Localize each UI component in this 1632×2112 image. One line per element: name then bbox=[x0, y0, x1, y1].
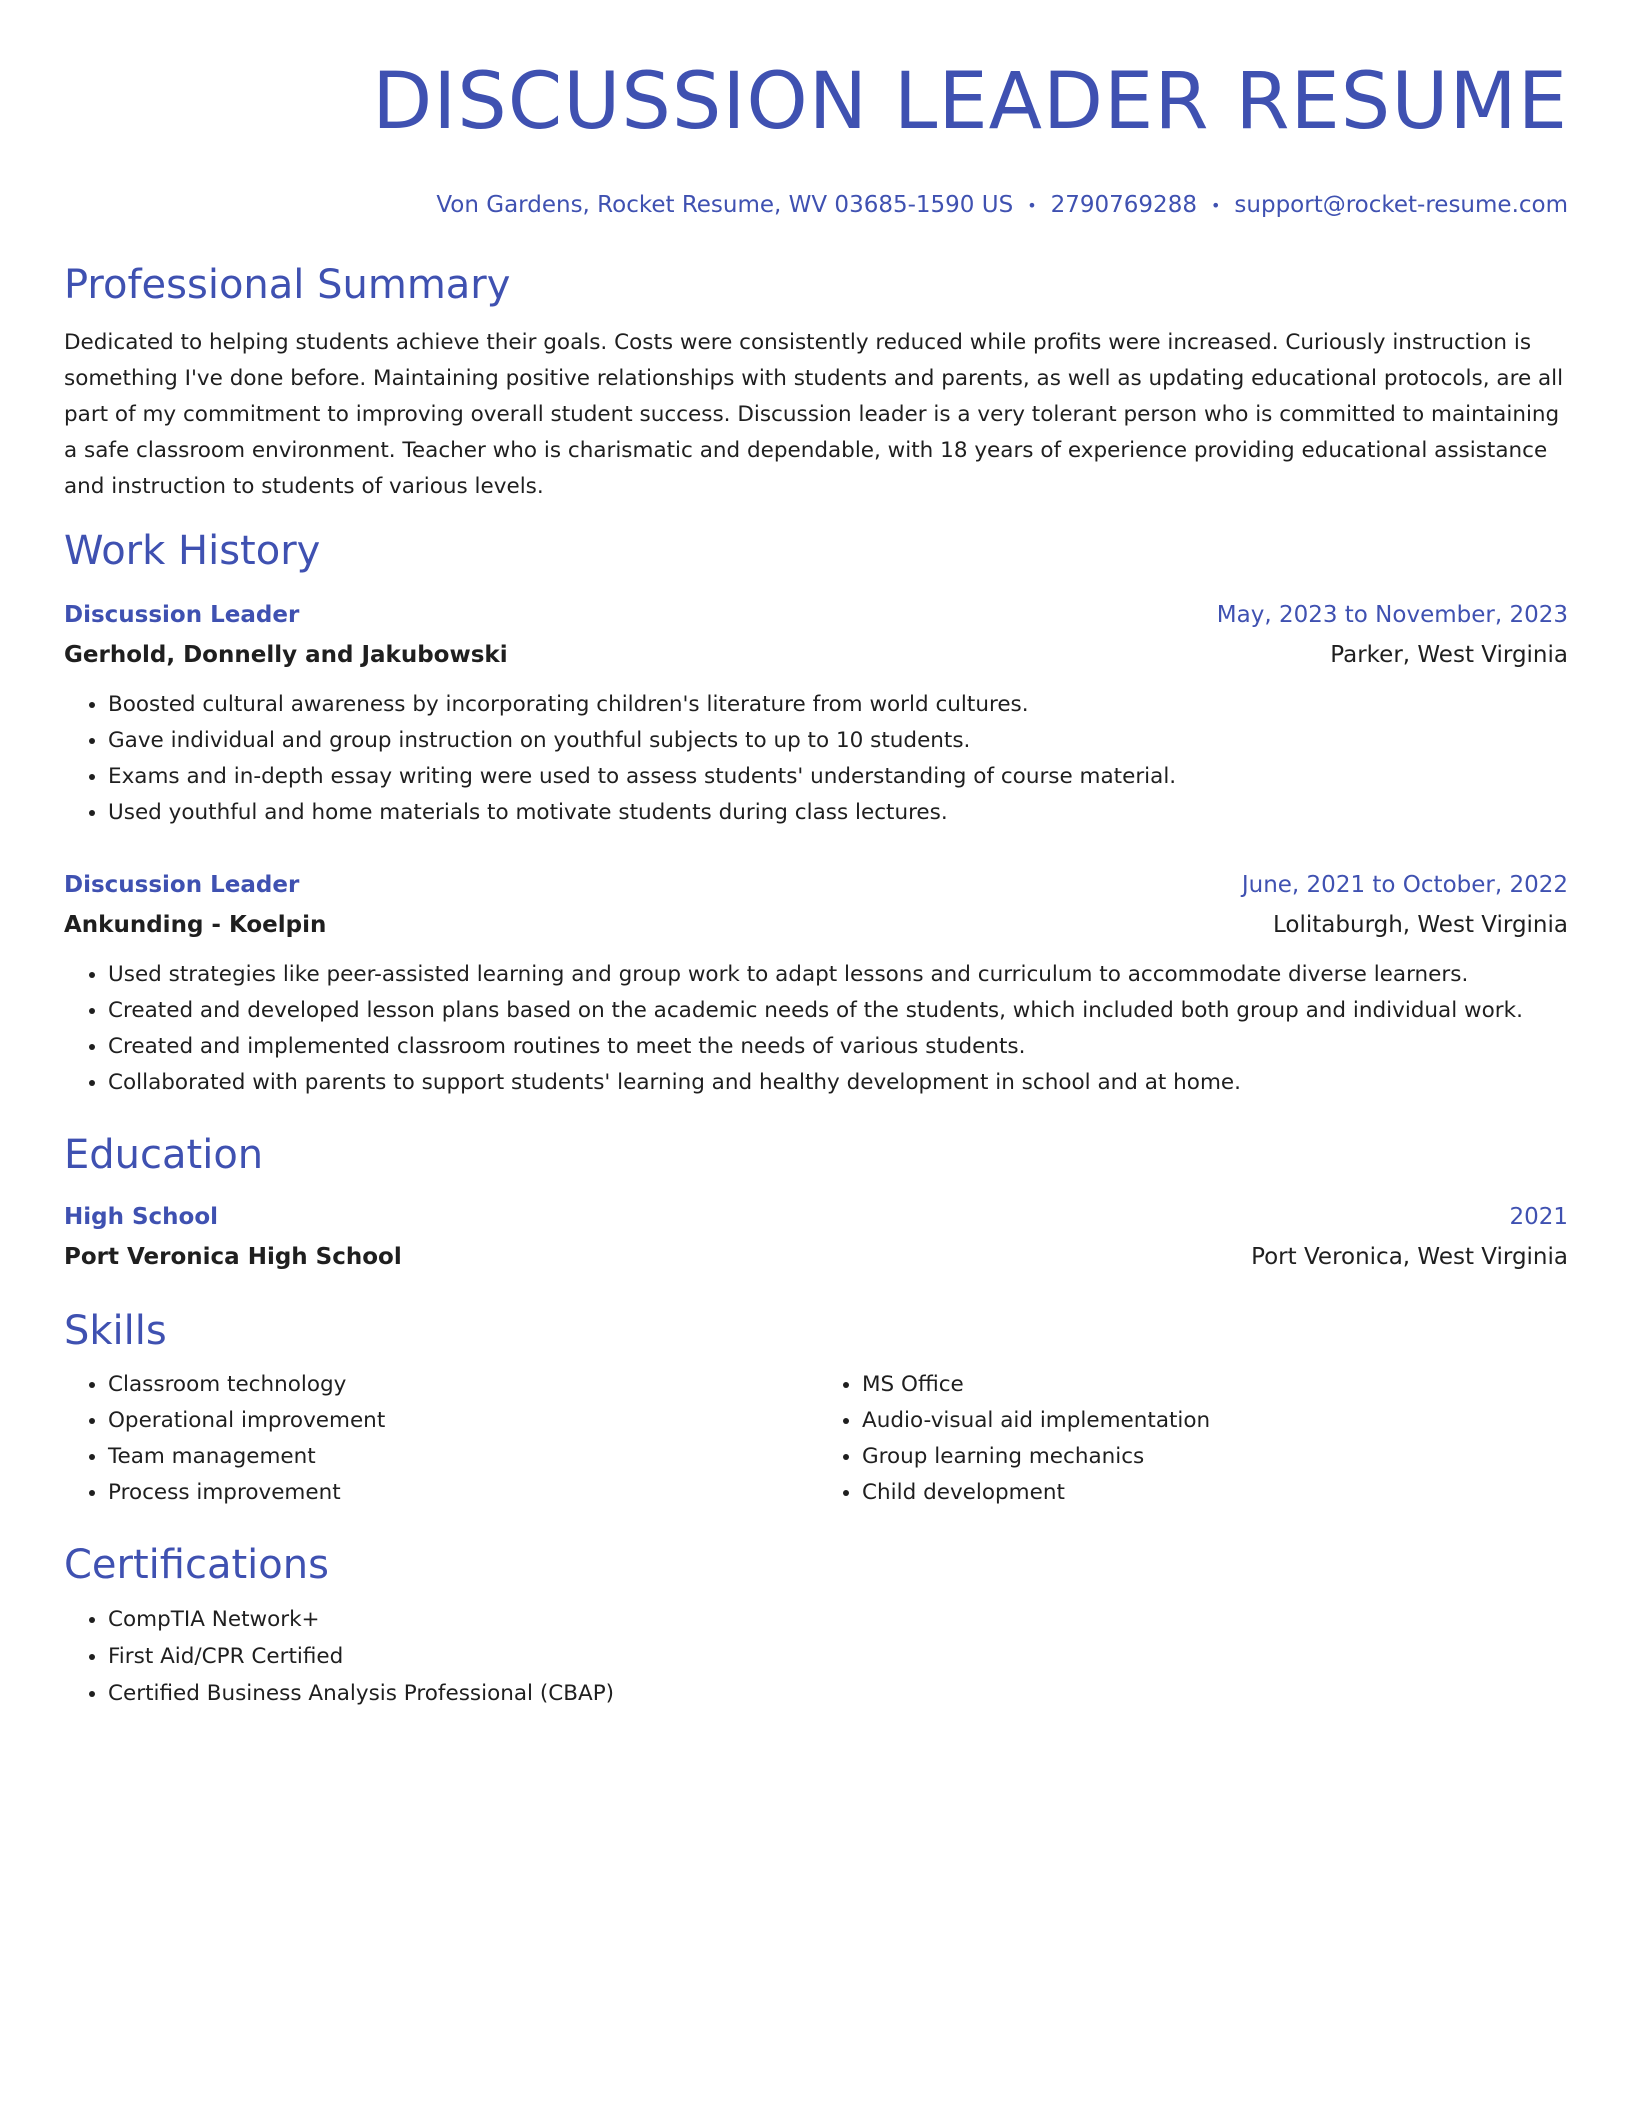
education-entry bbox=[64, 1197, 1568, 1277]
resume-title: DISCUSSION LEADER RESUME bbox=[372, 57, 1568, 147]
skill-item: • Group learning mechanics bbox=[862, 1439, 1568, 1475]
job-entry bbox=[64, 595, 1568, 831]
job-company: Ankunding - Koelpin bbox=[64, 911, 327, 938]
job-company: Gerhold, Donnelly and Jakubowski bbox=[64, 641, 508, 668]
work-history-heading: Work History bbox=[64, 527, 321, 574]
certifications-heading: Certifications bbox=[64, 1541, 329, 1588]
skills-columns bbox=[64, 1367, 1568, 1511]
contact-line bbox=[64, 190, 1568, 221]
skills-list-right bbox=[816, 1367, 1568, 1511]
job-dates: May, 2023 to November, 2023 bbox=[1216, 601, 1568, 628]
job-company-row bbox=[64, 905, 1568, 945]
job-bullet: • Exams and in-depth essay writing were used to assess students' understanding of course material. bbox=[108, 759, 1568, 795]
certification-item: • First Aid/CPR Certified bbox=[108, 1638, 1568, 1675]
contact-separator: • bbox=[1210, 195, 1221, 215]
skill-item: • Child development bbox=[862, 1475, 1568, 1511]
job-dates: June, 2021 to October, 2022 bbox=[1241, 871, 1568, 898]
summary-heading: Professional Summary bbox=[64, 261, 511, 308]
resume-header bbox=[64, 0, 1568, 221]
job-role: Discussion Leader bbox=[64, 871, 300, 898]
job-header-row bbox=[64, 865, 1568, 905]
skill-item: • Team management bbox=[108, 1439, 816, 1475]
skill-item: • MS Office bbox=[862, 1367, 1568, 1403]
education-degree: High School bbox=[64, 1203, 219, 1230]
skill-item: • Process improvement bbox=[108, 1475, 816, 1511]
education-location: Port Veronica, West Virginia bbox=[1251, 1243, 1568, 1270]
certification-item: • Certified Business Analysis Professional (CBAP) bbox=[108, 1675, 1568, 1712]
skill-item: • Classroom technology bbox=[108, 1367, 816, 1403]
job-location: Lolitaburgh, West Virginia bbox=[1273, 911, 1568, 938]
contact-separator: • bbox=[1027, 195, 1037, 215]
education-year: 2021 bbox=[1509, 1203, 1568, 1230]
contact-phone: 2790769288 bbox=[1050, 192, 1197, 218]
skills-heading: Skills bbox=[64, 1307, 167, 1354]
job-bullets bbox=[64, 687, 1568, 831]
job-bullet: • Created and developed lesson plans based on the academic needs of the students, which included both group and individual work. bbox=[108, 993, 1568, 1029]
education-school: Port Veronica High School bbox=[64, 1243, 402, 1270]
job-bullet: • Used youthful and home materials to motivate students during class lectures. bbox=[108, 795, 1568, 831]
job-location: Parker, West Virginia bbox=[1330, 641, 1568, 668]
education-heading: Education bbox=[64, 1131, 264, 1178]
certifications-list bbox=[64, 1601, 1568, 1712]
skills-list-left bbox=[64, 1367, 816, 1511]
summary-text: Dedicated to helping students achieve their goals. Costs were consistently reduced while profits were increased. Curiously instruction is something I've done before. Maintaining positive relationships with students and parents, as well as updating educational protocols, are all part of my commitment to improving overall student success. Discussion leader is a very tolerant person who is committed to maintaining a safe classroom environment. Teacher who is charismatic and dependable, with 18 years of experience providing educational assistance and instruction to students of various levels. bbox=[64, 329, 1564, 499]
job-bullet: • Created and implemented classroom routines to meet the needs of various students. bbox=[108, 1029, 1568, 1065]
job-bullets bbox=[64, 957, 1568, 1101]
job-company-row bbox=[64, 635, 1568, 675]
job-bullet: • Gave individual and group instruction on youthful subjects to up to 10 students. bbox=[108, 723, 1568, 759]
education-school-row bbox=[64, 1237, 1568, 1277]
job-bullet: • Boosted cultural awareness by incorporating children's literature from world cultures. bbox=[108, 687, 1568, 723]
certification-item: • CompTIA Network+ bbox=[108, 1601, 1568, 1638]
contact-address: Von Gardens, Rocket Resume, WV 03685-1590 US bbox=[436, 192, 1014, 218]
skill-item: • Audio-visual aid implementation bbox=[862, 1403, 1568, 1439]
job-entry bbox=[64, 865, 1568, 1101]
job-bullet: • Used strategies like peer-assisted learning and group work to adapt lessons and curriculum to accommodate diverse learners. bbox=[108, 957, 1568, 993]
skill-item: • Operational improvement bbox=[108, 1403, 816, 1439]
contact-email: support@rocket-resume.com bbox=[1234, 192, 1568, 218]
job-role: Discussion Leader bbox=[64, 601, 300, 628]
job-bullet: • Collaborated with parents to support students' learning and healthy development in school and at home. bbox=[108, 1065, 1568, 1101]
education-header-row bbox=[64, 1197, 1568, 1237]
job-header-row bbox=[64, 595, 1568, 635]
